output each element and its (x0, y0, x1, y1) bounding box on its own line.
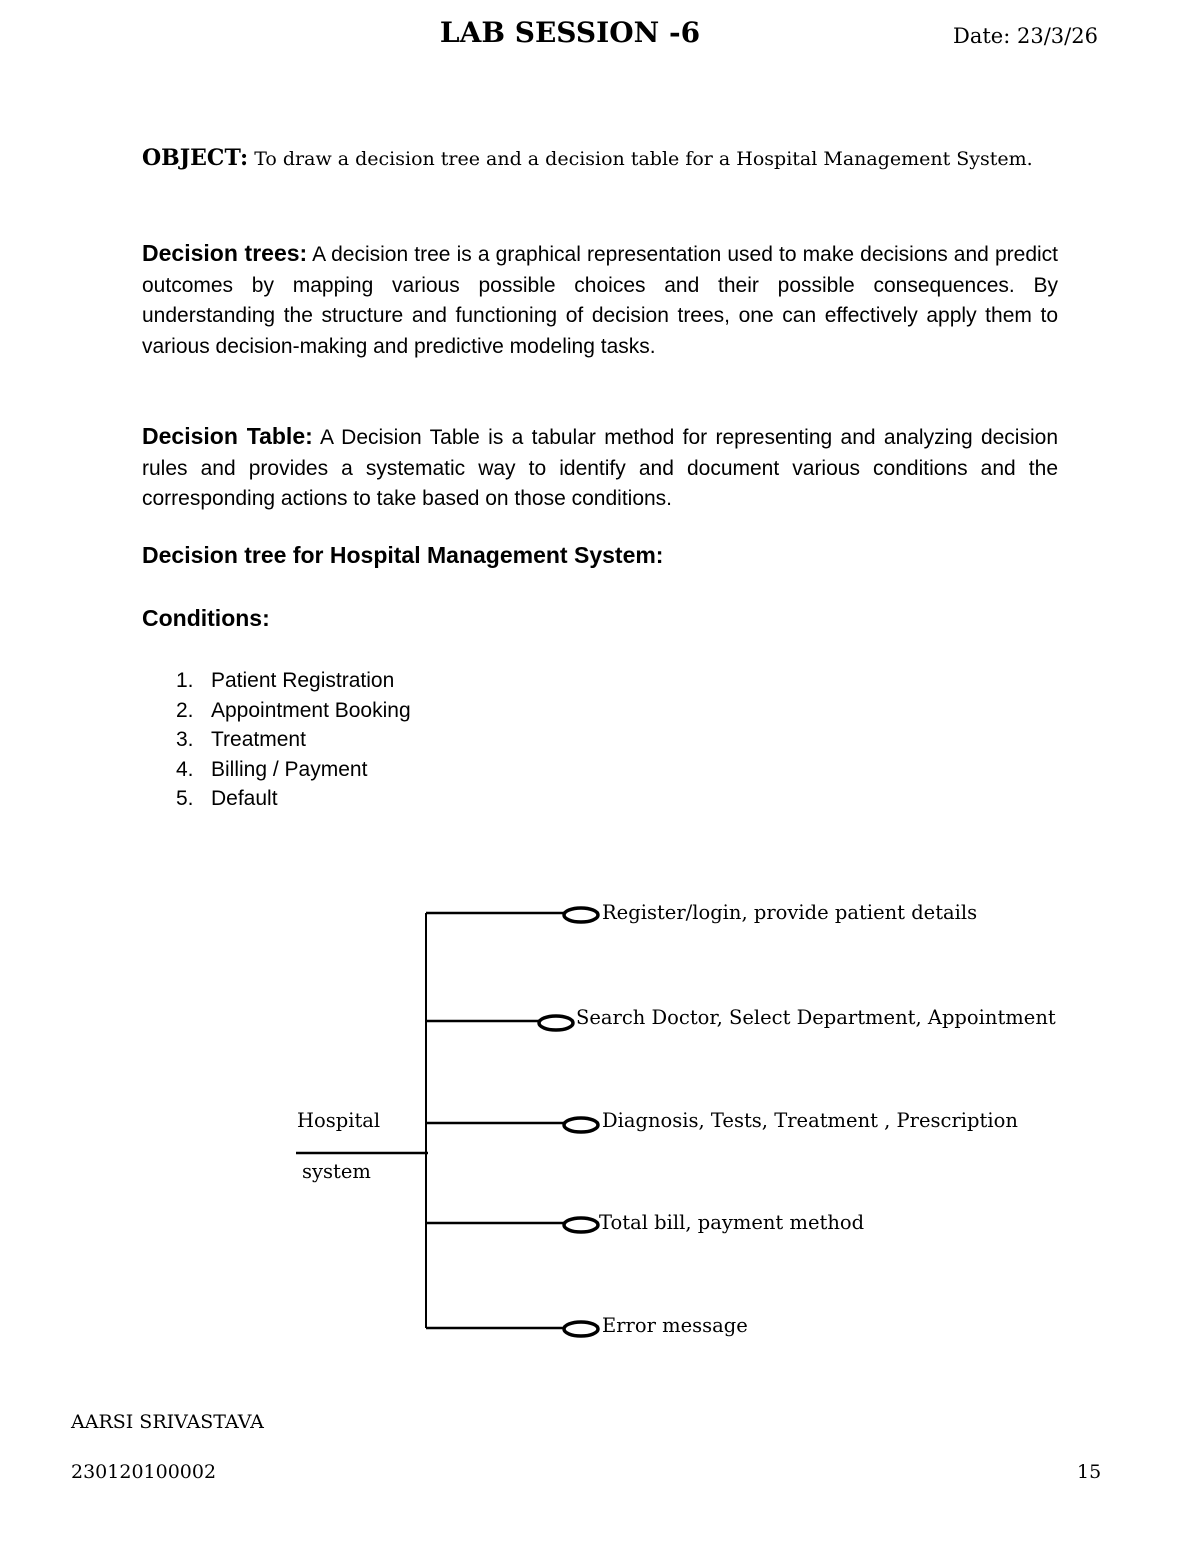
tree-root-label-top: Hospital (297, 1109, 381, 1132)
list-item: 2. Appointment Booking (176, 698, 411, 722)
date-label: Date: 23/3/26 (953, 24, 1098, 48)
decision-trees-text: A decision tree is a graphical representation used to make decisions and predict outcomes by mapping various possible choices and their possible consequences. By understanding the structure and functioning of decision trees, one can effectively apply them to various decision-making and predictive modeling tasks. (142, 243, 1058, 358)
author-name: AARSI SRIVASTAVA (71, 1411, 264, 1433)
tree-leaf-label: Error message (602, 1314, 748, 1337)
list-item: 3. Treatment (176, 728, 306, 752)
decision-table-text: A Decision Table is a tabular method for representing and analyzing decision rules and provides a systematic way to identify and document various conditions and the corresponding actions to take based on those conditions. (142, 426, 1058, 510)
object-label: OBJECT: (142, 145, 249, 171)
decision-trees-label: Decision trees: (142, 240, 308, 266)
tree-root-label-bottom: system (302, 1160, 371, 1183)
leaf-node-oval (564, 908, 598, 922)
page-number: 15 (1077, 1461, 1102, 1483)
conditions-heading: Conditions: (142, 605, 270, 631)
list-item: 5. Default (176, 787, 278, 811)
page-title: LAB SESSION -6 (439, 16, 701, 49)
object-text: To draw a decision tree and a decision table for a Hospital Management System. (254, 148, 1033, 170)
tree-leaf-label: Register/login, provide patient details (602, 901, 978, 924)
leaf-node-oval (564, 1218, 598, 1232)
list-item: 4. Billing / Payment (176, 757, 368, 781)
author-id: 230120100002 (71, 1461, 217, 1483)
leaf-node-oval (539, 1016, 573, 1030)
tree-leaf-label: Search Doctor, Select Department, Appointment (576, 1006, 1056, 1029)
tree-leaf-label: Total bill, payment method (599, 1211, 865, 1234)
tree-heading: Decision tree for Hospital Management System: (142, 542, 664, 568)
leaf-node-oval (564, 1322, 598, 1336)
decision-table-label: Decision Table: (142, 423, 313, 449)
leaf-node-oval (564, 1118, 598, 1132)
tree-leaf-label: Diagnosis, Tests, Treatment , Prescription (602, 1109, 1018, 1132)
list-item: 1. Patient Registration (176, 669, 395, 692)
